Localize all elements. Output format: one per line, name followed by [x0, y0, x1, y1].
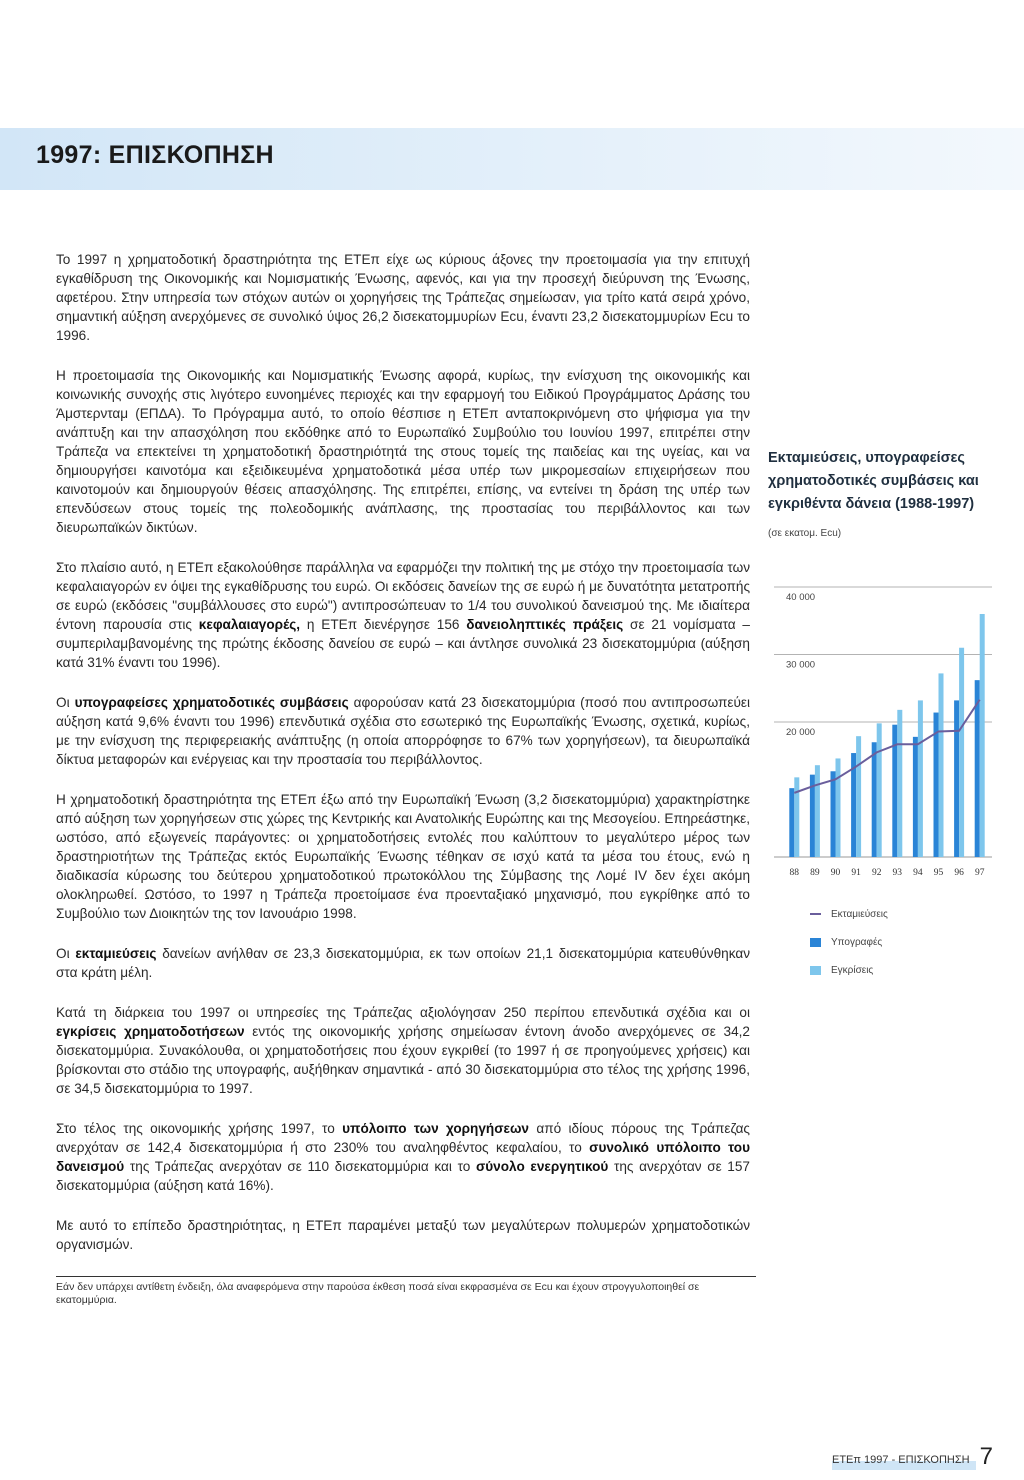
- legend-swatch: [810, 938, 821, 947]
- paragraph: [56, 1003, 750, 1098]
- page-footer: [832, 1444, 993, 1470]
- text-run: Κατά τη διάρκεια του 1997 οι υπηρεσίες της Τράπεζας αξιολόγησαν 250 περίπου επενδυτικά σχέδια και οι: [56, 1005, 750, 1020]
- bold-term: συνολικό υπόλοιπο του δανεισμού: [56, 1140, 751, 1174]
- text-run: Στο πλαίσιο αυτό, η ΕΤΕπ εξακολούθησε παράλληλα να εφαρμόζει την πολιτική της με στόχο την προετοιμασία των κεφαλαιαγορών εν όψει της εγκαθίδρυσης του ευρώ. Οι εκδόσεις δανείων της σε ευρώ ή με δυνατότητα μετατροπής σε ευρώ (εκδόσεις "συμβάλλουσες στο ευρώ") αντιπροσώπευαν το 1/4 του συνολικού δανεισμού της. Με ιδιαίτερα έντονη παρουσία στις: [56, 560, 750, 632]
- bar-signatures-90: [831, 771, 836, 857]
- x-tick-label: 88: [789, 868, 800, 878]
- bar-approvals-95: [939, 673, 944, 857]
- bar-approvals-90: [836, 758, 841, 857]
- text-run: Οι: [56, 946, 76, 961]
- x-tick-label: 93: [892, 868, 903, 878]
- text-run: από ιδίους πόρους της Τράπεζας ανερχόταν σε 142,4 δισεκατομμύρια ή στο 230% του αναληφθέντος κεφαλαίου, το: [56, 1121, 750, 1155]
- bar-approvals-89: [815, 765, 820, 857]
- legend-swatch: [810, 966, 821, 975]
- y-tick-label: 30 000: [786, 659, 816, 671]
- y-tick-label: 20 000: [786, 727, 816, 738]
- text-run: δανείων ανήλθαν σε 23,3 δισεκατομμύρια, εκ των οποίων 21,1 δισεκατομμύρια κατευθύνθηκαν στα κράτη μέλη.: [56, 946, 750, 980]
- paragraph: [56, 1216, 750, 1254]
- bar-signatures-88: [789, 788, 794, 857]
- text-run: Η προετοιμασία της Οικονομικής και Νομισματικής Ένωσης αφορά, κυρίως, την ενίσχυση της οικονομικής και κοινωνικής συνοχής στις λιγότερο ευνοημένες περιοχές και την εφαρμογή του Ειδικού Προγράμματος Δράσης του Άμστερνταμ (ΕΠΔΑ). Το Πρόγραμμα αυτό, το οποίο θέσπισε η ΕΤΕπ ανταποκρινόμενη στο ψήφισμα για την ανάπτυξη και την απασχόληση που εκδόθηκε από το Ευρωπαϊκό Συμβούλιο του Ιουνίου 1997, επιτρέπει στην Τράπεζα να επεκτείνει τη χρηματοδοτική δραστηριότητά της στους τομείς της παιδείας και της υγείας, και να δημιουργήσει καινοτόμα και εξειδικευμένα χρηματοδοτικά μέσα υπέρ των μικρομεσαίων επιχειρήσεων που καινοτομούν και δημιουργούν θέσεις απασχόλησης. Της επιτρέπει, επίσης, να εντείνει τη δράση της υπέρ των επενδύσεων στους τομείς της πολεοδομικής ανάπλασης, της προστασίας του περιβάλλοντος και των διευρωπαϊκών δικτύων.: [56, 368, 750, 535]
- x-tick-label: 89: [810, 868, 820, 878]
- text-run: Με αυτό το επίπεδο δραστηριότητας, η ΕΤΕπ παραμένει μεταξύ των μεγαλύτερων πολυμερών χρηματοδοτικών οργανισμών.: [56, 1218, 750, 1252]
- paragraph: [56, 250, 750, 345]
- x-tick-label: 94: [913, 868, 923, 878]
- paragraph: [56, 790, 750, 923]
- page-title: 1997: ΕΠΙΣΚΟΠΗΣΗ: [36, 141, 274, 169]
- bold-term: εγκρίσεις χρηματοδοτήσεων: [56, 1024, 245, 1039]
- footer-text: ΕΤΕπ 1997 - ΕΠΙΣΚΟΠΗΣΗ: [832, 1454, 976, 1470]
- bar-signatures-94: [913, 737, 918, 857]
- x-tick-label: 92: [871, 868, 882, 878]
- bold-term: δανειοληπτικές πράξεις: [466, 617, 624, 632]
- legend-label: Εκταμιεύσεις: [831, 908, 888, 920]
- x-tick-label: 96: [954, 868, 964, 878]
- footnote: Εάν δεν υπάρχει αντίθετη ένδειξη, όλα αναφερόμενα στην παρούσα έκθεση ποσά είναι εκφρασμένα σε Ecu και έχουν στρογγυλοποιηθεί σε εκατομμύρια.: [56, 1276, 756, 1307]
- bold-term: υπόλοιπο των χορηγήσεων: [342, 1121, 529, 1136]
- text-run: Στο τέλος της οικονομικής χρήσης 1997, το: [56, 1121, 343, 1136]
- bar-approvals-91: [856, 736, 861, 857]
- x-tick-label: 95: [933, 868, 944, 878]
- legend-label: Υπογραφές: [831, 936, 883, 948]
- bar-approvals-96: [959, 648, 964, 857]
- bar-approvals-93: [897, 710, 902, 857]
- bar-approvals-94: [918, 700, 923, 857]
- text-run: η ΕΤΕπ διενέργησε 156: [300, 617, 467, 632]
- text-run: αφορούσαν κατά 23 δισεκατομμύρια (ποσό που αντιπροσωπεύει αύξηση κατά 9,6% έναντι του 1996) επενδυτικά σχέδια στο εσωτερικό της Ευρωπαϊκής Ένωσης, σχετικά, κυρίως, με την ενίσχυση της περιφερειακής ανάπτυξης (η οποία απορρόφησε το 67% των χορηγήσεων), τα διευρωπαϊκά δίκτυα μεταφορών και ενέργειας και την προστασία του περιβάλλοντος.: [56, 695, 750, 767]
- chart-legend: [810, 907, 888, 991]
- bold-term: κεφαλαιαγορές,: [198, 617, 301, 632]
- y-tick-label: 40 000: [786, 592, 816, 603]
- main-text: [56, 250, 750, 1275]
- x-tick-label: 90: [830, 868, 841, 878]
- page-number: 7: [979, 1443, 993, 1470]
- chart-unit: (σε εκατομ. Ecu): [768, 528, 842, 539]
- legend-item: [810, 935, 888, 949]
- paragraph: [56, 558, 750, 672]
- text-run: εντός της οικονομικής χρήσης σημείωσαν έντονη άνοδο ανερχόμενες σε 34,2 δισεκατομμύρια. Συνακόλουθα, οι χρηματοδοτήσεις που έχουν εγκριθεί (το 1997 ή σε προηγούμενες χρήσεις) και βρίσκονται στο στάδιο της υπογραφής, αυξήθηκαν σημαντικά - από 30 δισεκατομμύρια στο τέλος της χρήσης 1996, σε 34,5 δισεκατομμύρια το 1997.: [56, 1024, 750, 1096]
- text-run: Οι: [56, 695, 75, 710]
- paragraph: [56, 1119, 750, 1195]
- bar-chart: [768, 567, 1000, 887]
- x-tick-label: 91: [851, 868, 861, 878]
- paragraph: [56, 366, 750, 537]
- legend-item: [810, 963, 888, 977]
- bar-approvals-92: [877, 723, 882, 857]
- legend-item: [810, 907, 888, 921]
- chart-sidebar: [768, 447, 1000, 976]
- paragraph: [56, 944, 750, 982]
- bar-approvals-88: [794, 777, 799, 857]
- bar-signatures-96: [954, 700, 959, 857]
- x-tick-label: 97: [974, 868, 985, 878]
- bar-approvals-97: [980, 614, 985, 857]
- legend-swatch: [810, 913, 821, 915]
- bold-term: σύνολο ενεργητικού: [475, 1159, 609, 1174]
- bold-term: εκταμιεύσεις: [75, 946, 157, 961]
- text-run: της Τράπεζας ανερχόταν σε 110 δισεκατομμύρια και το: [124, 1159, 476, 1174]
- text-run: σε 21 νομίσματα – συμπεριλαμβανομένης της πρώτης έκδοσης δανείου σε ευρώ – και άντλησε συνολικά 23 δισεκατομμύρια (αύξηση κατά 31% έναντι του 1996).: [56, 617, 750, 670]
- bar-signatures-92: [872, 742, 877, 857]
- text-run: της ανερχόταν σε 157 δισεκατομμύρια (αύξηση κατά 16%).: [56, 1159, 750, 1193]
- line-disbursements: [794, 700, 979, 793]
- bold-term: υπογραφείσες χρηματοδοτικές συμβάσεις: [74, 695, 349, 710]
- chart-title: Εκταμιεύσεις, υπογραφείσες χρηματοδοτικές συμβάσεις και εγκριθέντα δάνεια (1988-1997): [768, 450, 979, 512]
- text-run: Το 1997 η χρηματοδοτική δραστηριότητα της ΕΤΕπ είχε ως κύριους άξονες την προετοιμασία για την επιτυχή εγκαθίδρυση της Οικονομικής και Νομισματικής Ένωσης, αφενός, και για την προσεχή διεύρυνση της Ένωσης, αφετέρου. Στην υπηρεσία των στόχων αυτών οι χορηγήσεις της Τράπεζας σημείωσαν, για τρίτο κατά σειρά χρόνο, σημαντική αύξηση ανερχόμενες σε συνολικό ύψος 26,2 δισεκατομμυρίων Ecu, έναντι 23,2 δισεκατομμυρίων Ecu το 1996.: [56, 252, 750, 343]
- legend-label: Εγκρίσεις: [831, 964, 874, 976]
- text-run: Η χρηματοδοτική δραστηριότητα της ΕΤΕπ έξω από την Ευρωπαϊκή Ένωση (3,2 δισεκατομμύρια) χαρακτηρίστηκε από αύξηση των χορηγήσεων στις χώρες της Κεντρικής και Ανατολικής Ευρώπης και της Μεσογείου. Επηρεάστηκε, ωστόσο, από εξωγενείς παράγοντες: οι χρηματοδοτήσεις εντολές που καλύπτουν το μεγαλύτερο μέρος των δραστηριοτήτων της Τράπεζας εκτός Ευρωπαϊκής Ένωσης τέθηκαν σε ισχύ κατά τα μέσα του έτους, ενώ η διαδικασία κύρωσης του δεύτερου χρηματοδοτικού πρωτοκόλλου της Σύμβασης της Λομέ IV δεν έχει ακόμη ολοκληρωθεί. Ωστόσο, το 1997 η Τράπεζα προετοίμασε ένα προενταξιακό μηχανισμό, που εγκρίθηκε από το Συμβούλιο των Διοικητών της τον Ιανουάριο 1998.: [56, 792, 750, 921]
- paragraph: [56, 693, 750, 769]
